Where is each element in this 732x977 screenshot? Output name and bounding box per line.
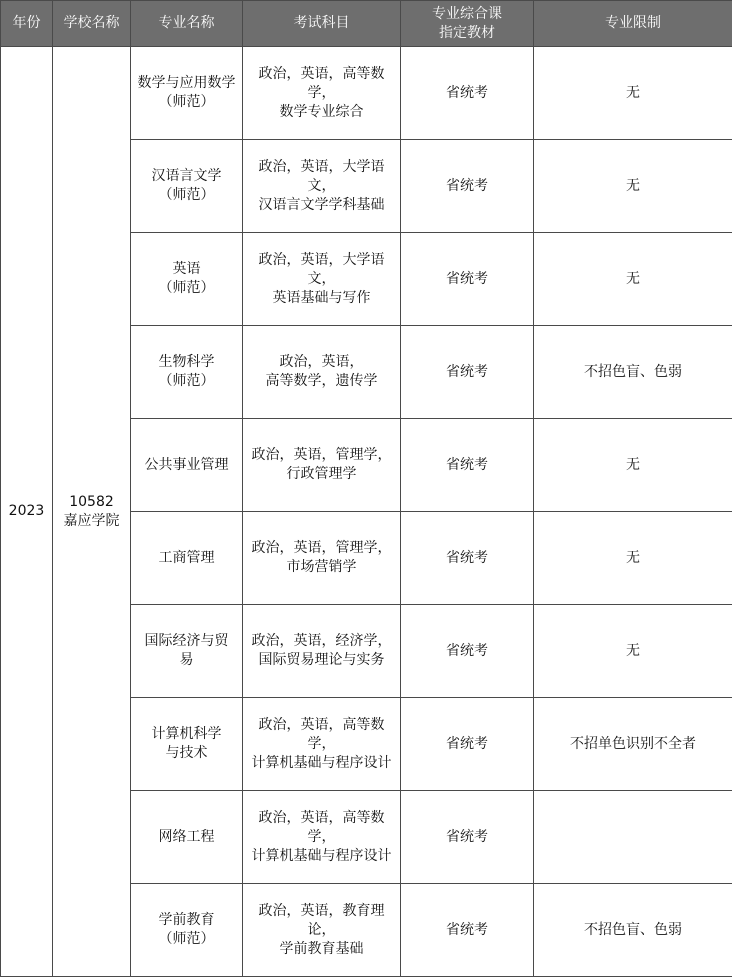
table-body [1, 47, 732, 977]
major-line: 公共事业管理 [134, 456, 239, 475]
major-cell [131, 140, 243, 233]
subjects-line: 国际贸易理论与实务 [246, 651, 397, 670]
restriction-cell [534, 791, 732, 884]
header-row [1, 1, 732, 47]
major-line: （师范） [134, 372, 239, 391]
textbook-cell: 省统考 [401, 791, 534, 884]
textbook-cell: 省统考 [401, 326, 534, 419]
school-cell [53, 47, 131, 977]
header-year: 年份 [1, 1, 53, 47]
textbook-cell: 省统考 [401, 512, 534, 605]
subjects-line: 政治，英语，高等数学， [246, 65, 397, 103]
restriction-cell: 无 [534, 419, 732, 512]
subjects-line: 计算机基础与程序设计 [246, 847, 397, 866]
major-line: 数学与应用数学 [134, 74, 239, 93]
subjects-line: 政治，英语，经济学， [246, 632, 397, 651]
subjects-line: 计算机基础与程序设计 [246, 754, 397, 773]
subjects-line: 政治，英语，教育理论， [246, 902, 397, 940]
major-cell [131, 419, 243, 512]
major-line: （师范） [134, 93, 239, 112]
restriction-cell: 无 [534, 233, 732, 326]
header-textbook [401, 1, 534, 47]
subjects-cell [243, 47, 401, 140]
header-school: 学校名称 [53, 1, 131, 47]
header-restriction: 专业限制 [534, 1, 732, 47]
major-line: 英语 [134, 260, 239, 279]
subjects-line: 数学专业综合 [246, 103, 397, 122]
major-cell [131, 698, 243, 791]
subjects-line: 政治，英语，大学语文， [246, 158, 397, 196]
header-subjects: 考试科目 [243, 1, 401, 47]
subjects-cell [243, 140, 401, 233]
header-textbook-line2: 指定教材 [404, 24, 530, 43]
major-cell [131, 326, 243, 419]
table-row [1, 47, 732, 140]
textbook-cell: 省统考 [401, 140, 534, 233]
subjects-line: 政治，英语，大学语文， [246, 251, 397, 289]
major-line: 与技术 [134, 744, 239, 763]
subjects-cell [243, 605, 401, 698]
textbook-cell: 省统考 [401, 698, 534, 791]
subjects-line: 汉语言文学学科基础 [246, 196, 397, 215]
major-line: （师范） [134, 279, 239, 298]
subjects-line: 学前教育基础 [246, 940, 397, 959]
school-name: 嘉应学院 [56, 512, 127, 531]
subjects-cell [243, 419, 401, 512]
major-cell [131, 884, 243, 977]
major-cell [131, 512, 243, 605]
subjects-line: 政治，英语，高等数学， [246, 809, 397, 847]
textbook-cell: 省统考 [401, 233, 534, 326]
major-line: 生物科学 [134, 353, 239, 372]
subjects-line: 市场营销学 [246, 558, 397, 577]
subjects-line: 政治，英语，管理学， [246, 446, 397, 465]
subjects-line: 政治，英语，高等数学， [246, 716, 397, 754]
textbook-cell: 省统考 [401, 605, 534, 698]
subjects-line: 行政管理学 [246, 465, 397, 484]
subjects-cell [243, 791, 401, 884]
major-cell [131, 233, 243, 326]
restriction-cell: 无 [534, 47, 732, 140]
subjects-cell [243, 698, 401, 791]
subjects-line: 英语基础与写作 [246, 289, 397, 308]
subjects-line: 政治，英语，管理学， [246, 539, 397, 558]
major-line: 网络工程 [134, 828, 239, 847]
restriction-cell: 不招色盲、色弱 [534, 884, 732, 977]
school-code: 10582 [56, 493, 127, 512]
restriction-cell: 无 [534, 140, 732, 233]
restriction-cell: 不招色盲、色弱 [534, 326, 732, 419]
major-cell [131, 47, 243, 140]
major-line: 学前教育 [134, 911, 239, 930]
textbook-cell: 省统考 [401, 419, 534, 512]
subjects-cell [243, 326, 401, 419]
restriction-cell: 无 [534, 512, 732, 605]
major-line: 国际经济与贸 [134, 632, 239, 651]
subjects-cell [243, 512, 401, 605]
major-line: （师范） [134, 186, 239, 205]
header-major: 专业名称 [131, 1, 243, 47]
major-line: 汉语言文学 [134, 167, 239, 186]
restriction-cell: 无 [534, 605, 732, 698]
major-line: 易 [134, 651, 239, 670]
textbook-cell: 省统考 [401, 47, 534, 140]
major-cell [131, 605, 243, 698]
subjects-cell [243, 233, 401, 326]
restriction-cell: 不招单色识别不全者 [534, 698, 732, 791]
header-textbook-line1: 专业综合课 [404, 5, 530, 24]
textbook-cell: 省统考 [401, 884, 534, 977]
major-line: （师范） [134, 930, 239, 949]
major-cell [131, 791, 243, 884]
major-line: 计算机科学 [134, 725, 239, 744]
subjects-line: 政治，英语， [246, 353, 397, 372]
year-cell: 2023 [1, 47, 53, 977]
major-line: 工商管理 [134, 549, 239, 568]
subjects-line: 高等数学，遗传学 [246, 372, 397, 391]
subjects-cell [243, 884, 401, 977]
